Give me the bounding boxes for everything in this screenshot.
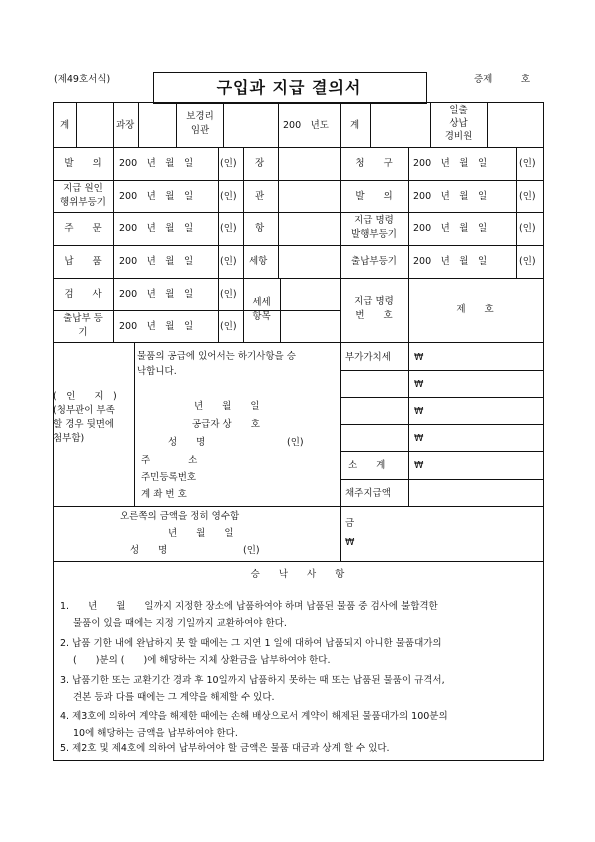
row-geomsa-seal: (인)	[220, 289, 237, 300]
right-chulnap-label: 출납부등기	[351, 256, 397, 267]
row-chulnap-date: 200 년 월 일	[119, 321, 194, 332]
row-chulnap-label: 출납부 등 기	[63, 313, 103, 338]
form-title: 구입과 지급 결의서	[216, 78, 362, 97]
right-beonho-value: 제 호	[456, 304, 494, 315]
approval-gwajang-label: 과장	[116, 120, 135, 131]
vat-label: 부가가치세	[345, 352, 391, 363]
right-cheonggu-label: 청 구	[355, 158, 393, 169]
right-balui-seal: (인)	[519, 191, 536, 202]
right-myeongryeong-date: 200 년 월 일	[413, 223, 488, 234]
receipt-date: 년 월 일	[168, 528, 234, 539]
right-myeongryeong-seal: (인)	[519, 223, 536, 234]
receipt-statement: 오른쪽의 금액을 정히 영수함	[120, 511, 240, 522]
row-napum-seal: (인)	[220, 256, 237, 267]
right-balui-label: 발 의	[355, 191, 393, 202]
approval-gye-label: 계	[60, 120, 70, 131]
receipt-amount-label: 금	[345, 518, 355, 529]
term-item-5: 5. 제2호 및 제4호에 의하여 납부하여야 할 금액은 물품 대금과 상계 할 수 있다.	[60, 743, 390, 754]
supplier-date: 년 월 일	[194, 401, 260, 412]
right-chulnap-seal: (인)	[519, 256, 536, 267]
stamp-box: ( 인 지 ) (청부관이 부족 할 경우 뒷면에 첨부함)	[53, 391, 117, 444]
right-cheonggu-seal: (인)	[519, 158, 536, 169]
terms-heading: 승 낙 사 항	[250, 569, 345, 580]
bond-label: 채주지급액	[345, 488, 391, 499]
right-myeongryeong-label: 지급 명령 발행부등기	[351, 215, 397, 240]
term-item-3: 3. 납품기한 또는 교환기간 경과 후 10일까지 납품하지 못하는 때 또는 납품된 물품이 규격서, 견본 등과 다를 때에는 그 계약을 해제할 수 있다.	[60, 675, 445, 703]
approval-bogyeongri-label: 보경리 임관	[186, 111, 214, 136]
row-geomsa-label: 검 사	[64, 289, 102, 300]
amount-won-3: ₩	[414, 406, 424, 417]
right-chulnap-date: 200 년 월 일	[413, 256, 488, 267]
supplier-company: 공급자 상 호	[192, 419, 260, 430]
approval-gye2-label: 계	[350, 120, 360, 131]
right-cheonggu-date: 200 년 월 일	[413, 158, 488, 169]
budget-hang-label: 항	[255, 223, 265, 234]
approval-year: 200 년도	[283, 120, 329, 131]
supplier-name: 성 명	[168, 437, 206, 448]
supplier-resident-no: 주민등록번호	[141, 472, 197, 483]
row-balui-seal: (인)	[220, 158, 237, 169]
document-number: 증제 호	[474, 74, 531, 85]
row-napum-label: 납 품	[64, 256, 102, 267]
subtotal-label: 소 계	[348, 460, 386, 471]
budget-gwan-label: 관	[255, 191, 265, 202]
amount-won-2: ₩	[414, 379, 424, 390]
term-item-4: 4. 제3호에 의하여 계약을 해제한 때에는 손해 배상으로서 계약이 해제된 물품대가의 100분의 10에 해당하는 금액을 납부하여야 한다.	[60, 711, 448, 739]
row-jumun-seal: (인)	[220, 223, 237, 234]
supplier-statement: 물품의 공급에 있어서는 하기사항을 승 낙합니다.	[137, 351, 296, 377]
row-jumun-date: 200 년 월 일	[119, 223, 194, 234]
row-jumun-label: 주 문	[64, 223, 102, 234]
approval-ilchul-label: 일출 상납 경비원	[444, 105, 473, 142]
row-jigeup-seal: (인)	[220, 191, 237, 202]
term-item-2: 2. 납품 기한 내에 완납하지 못 할 때에는 그 지연 1 일에 대하여 납품되지 아니한 물품대가의 ( )분의 ( )에 해당하는 지체 상환금을 납부하여야 한다.	[60, 638, 442, 666]
receipt-name: 성 명	[130, 545, 168, 556]
right-balui-date: 200 년 월 일	[413, 191, 488, 202]
row-geomsa-date: 200 년 월 일	[119, 289, 194, 300]
right-beonho-label: 지급 명령 번 호	[354, 296, 394, 321]
row-napum-date: 200 년 월 일	[119, 256, 194, 267]
budget-sesemok-label: 세세 항목	[252, 297, 271, 322]
budget-sehang-label: 세항	[249, 256, 268, 267]
supplier-seal: (인)	[287, 437, 304, 448]
subtotal-won: ₩	[414, 460, 424, 471]
row-jigeup-label: 지급 원인 행위부등기	[60, 183, 106, 208]
term-item-1: 1. 년 월 일까지 지정한 장소에 납품하여야 하며 납품된 물품 중 검사에 불합격한 물품이 있을 때에는 지정 기일까지 교환하여야 한다.	[60, 601, 438, 629]
supplier-account-no: 계 좌 번 호	[141, 489, 187, 500]
form-number: (제49호서식)	[54, 74, 111, 85]
amount-won-4: ₩	[414, 433, 424, 444]
row-jigeup-date: 200 년 월 일	[119, 191, 194, 202]
budget-jang-label: 장	[255, 158, 265, 169]
row-chulnap-seal: (인)	[220, 321, 237, 332]
receipt-seal: (인)	[243, 545, 260, 556]
vat-won: ₩	[414, 352, 424, 363]
receipt-won: ₩	[345, 537, 355, 548]
supplier-address: 주 소	[141, 455, 198, 466]
row-balui-label: 발 의	[64, 158, 102, 169]
row-balui-date: 200 년 월 일	[119, 158, 194, 169]
